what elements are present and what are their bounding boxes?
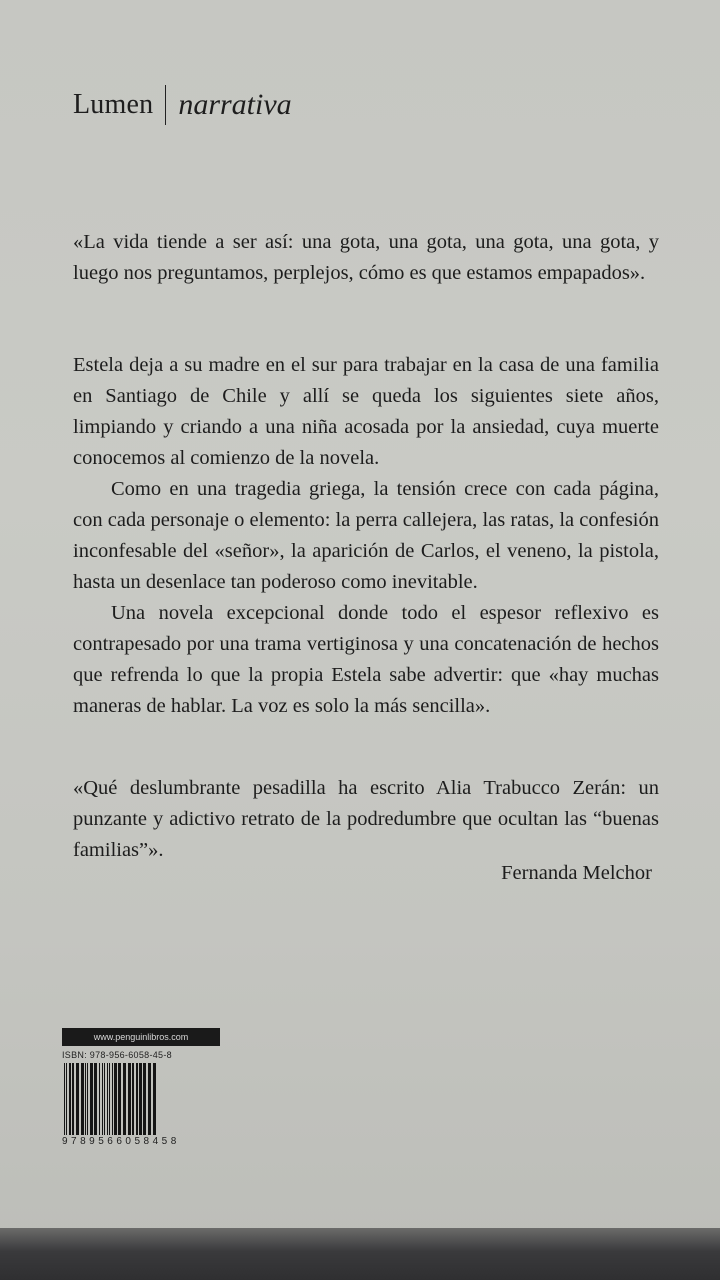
barcode-bar xyxy=(69,1063,71,1135)
barcode-bar xyxy=(114,1063,117,1135)
barcode-bar xyxy=(66,1063,67,1135)
barcode-bar xyxy=(107,1063,108,1135)
barcode-bar xyxy=(118,1063,121,1135)
blurb xyxy=(73,773,659,866)
barcode-bar xyxy=(123,1063,126,1135)
table-edge xyxy=(0,1228,720,1280)
barcode-digits: 9789566058458 xyxy=(62,1136,180,1147)
barcode-bar xyxy=(112,1063,113,1135)
barcode-bar xyxy=(132,1063,134,1135)
barcode-bar xyxy=(139,1063,142,1135)
barcode-bar xyxy=(102,1063,103,1135)
barcode-bar xyxy=(64,1063,65,1135)
barcode-bar xyxy=(148,1063,151,1135)
barcode-bar xyxy=(99,1063,100,1135)
publisher-brand xyxy=(73,84,292,126)
isbn-label: ISBN: 978-956-6058-45-8 xyxy=(62,1050,172,1060)
barcode-bar xyxy=(104,1063,105,1135)
barcode-block xyxy=(62,1028,220,1148)
publisher-url: www.penguinlibros.com xyxy=(62,1028,220,1046)
barcode-bar xyxy=(143,1063,146,1135)
barcode-bar xyxy=(136,1063,138,1135)
barcode-bar xyxy=(94,1063,97,1135)
barcode-bar xyxy=(90,1063,93,1135)
blurb-author: Fernanda Melchor xyxy=(501,862,652,884)
barcode-bar xyxy=(76,1063,79,1135)
barcode-bar xyxy=(109,1063,110,1135)
epigraph xyxy=(73,227,659,289)
barcode-bar xyxy=(72,1063,74,1135)
synopsis-paragraph-3: Una novela excepcional donde todo el espesor reflexivo es contrapesado por una trama vertiginosa y una concatenación de hechos que refrenda lo que la propia Estela sabe advertir: que «hay muchas maneras de hablar. La voz es solo la más sencilla». xyxy=(73,602,659,717)
barcode-bar xyxy=(81,1063,84,1135)
barcode-bar xyxy=(128,1063,131,1135)
synopsis-paragraph-1: Estela deja a su madre en el sur para trabajar en la casa de una familia en Santiago de Chile y allí se queda los siguientes siete años, limpiando y criando a una niña acosada por la ansiedad, cuya muerte conocemos al comienzo de la novela. xyxy=(73,354,659,469)
synopsis-paragraph-2: Como en una tragedia griega, la tensión crece con cada página, con cada personaje o elemento: la perra callejera, las ratas, la confesión inconfesable del «señor», la aparición de Carlos, el veneno, la pistola, hasta un desenlace tan poderoso como inevitable. xyxy=(73,478,659,593)
barcode-bar xyxy=(87,1063,88,1135)
barcode-icon xyxy=(62,1063,220,1135)
collection-name: narrativa xyxy=(178,88,292,121)
brand-divider xyxy=(165,85,166,125)
blurb-quote: «Qué deslumbrante pesadilla ha escrito Alia Trabucco Zerán: un punzante y adictivo retrato de la podredumbre que ocultan las “buenas familias”». xyxy=(73,777,659,861)
imprint-name: Lumen xyxy=(73,89,154,120)
barcode-bar xyxy=(153,1063,156,1135)
synopsis xyxy=(73,350,659,722)
epigraph-text: «La vida tiende a ser así: una gota, una gota, una gota, una gota, y luego nos preguntamos, perplejos, cómo es que estamos empapados». xyxy=(73,231,659,284)
barcode-bar xyxy=(85,1063,86,1135)
